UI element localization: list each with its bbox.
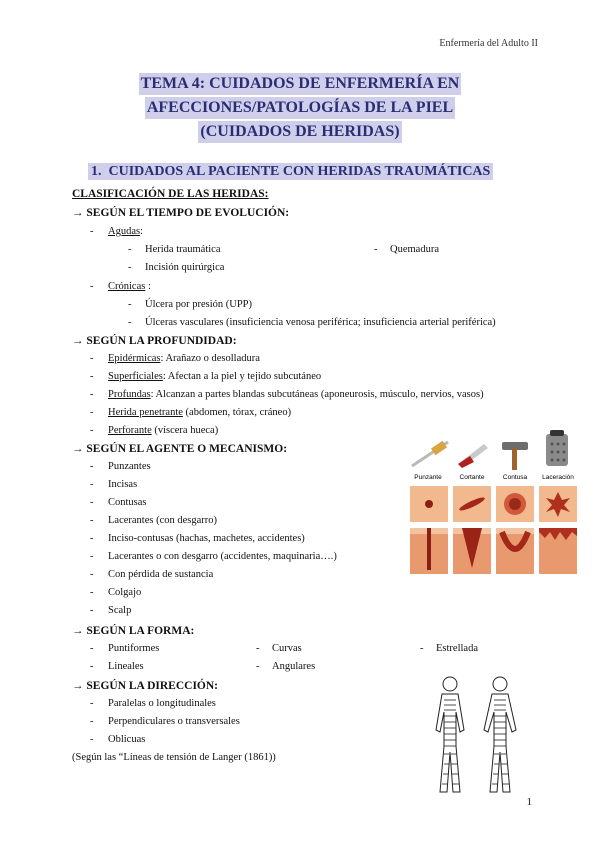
title-line-1: TEMA 4: CUIDADOS DE ENFERMERÍA EN: [139, 73, 462, 95]
agent-item: Incisas: [108, 479, 138, 490]
direction-title: → SEGÚN LA DIRECCIÓN:: [72, 680, 219, 692]
agudas-item: Incisión quirúrgica: [145, 262, 225, 273]
agent-item: Inciso-contusas (hachas, machetes, accidentes): [108, 533, 305, 544]
agent-item: Contusas: [108, 497, 147, 508]
depth-item: Epidérmicas: Arañazo o desolladura: [108, 353, 260, 364]
shape-item: Estrellada: [436, 643, 478, 654]
depth-item: Perforante (víscera hueca): [108, 425, 219, 436]
cronicas-item: Úlceras vasculares (insuficiencia venosa periférica; insuficiencia arterial periférica): [145, 317, 496, 328]
agent-item: Punzantes: [108, 461, 151, 472]
document-title: [0, 72, 600, 144]
agudas-label: Agudas: [108, 226, 141, 237]
agent-item: Colgajo: [108, 587, 142, 598]
section-title: CUIDADOS AL PACIENTE CON HERIDAS TRAUMÁTICAS: [108, 164, 491, 179]
depth-item: Superficiales: Afectan a la piel y tejido subcutáneo: [108, 371, 322, 382]
shape-item: Curvas: [272, 643, 302, 654]
langer-note: (Según las “Líneas de tensión de Langer (1861)): [72, 752, 276, 763]
agent-item: Con pérdida de sustancia: [108, 569, 214, 580]
cronicas-label: Crónicas: [108, 281, 146, 292]
wound-label: Laceración: [542, 474, 574, 481]
depth-title: → SEGÚN LA PROFUNDIDAD:: [72, 335, 237, 347]
cronicas-item: Úlcera por presión (UPP): [145, 299, 253, 310]
shape-item: Lineales: [108, 661, 144, 672]
shape-title: → SEGÚN LA FORMA:: [72, 625, 195, 637]
langer-lines-illustration: [420, 672, 532, 804]
section-number: 1.: [91, 164, 102, 179]
wound-label: Contusa: [502, 474, 528, 481]
page-header: Enfermería del Adulto II: [439, 38, 538, 49]
shape-item: Angulares: [272, 661, 316, 672]
classification-title: CLASIFICACIÓN DE LAS HERIDAS:: [72, 188, 269, 200]
section-heading: [88, 164, 493, 180]
direction-item: Perpendiculares o transversales: [108, 716, 240, 727]
direction-item: Oblicuas: [108, 734, 146, 745]
document-page: Enfermería del Adulto II TEMA 4: CUIDADOS DE ENFERMERÍA EN AFECCIONES/PATOLOGÍAS DE LA PIEL (CUIDADOS DE HERIDAS) 1. CUIDADOS AL PACIENTE CON HERIDAS TRAUMÁTICAS CLASIFICACIÓN DE LAS HERIDAS: → SEGÚN EL TIEMPO DE EVOLUCIÓN: - Agudas : - Herida traumática - Quemadura - Incisión quirúrgica - Crónicas : - Úlcera por presión (UPP) - Úlceras vasculares (insuficiencia venosa periférica; insuficiencia arterial periférica) → SEGÚN LA PROFUNDIDAD: - Epidérmicas: Arañazo o desolladura - Superficiales: Afectan a la piel y tejido subcutáneo - Profundas: Alcanzan a partes blandas subcutáneas (aponeurosis, músculo, nervios, vasos) - Herida penetrante (abdomen, tórax, cráneo) - Perforante (víscera hueca) → SEGÚN EL AGENTE O MECANISMO: - Punzantes - Incisas - Contusas - Lacerantes (con desgarro) - Inciso-contusas (hachas, machetes, accidentes) - Lacerantes o con desgarro (accidentes, maquinaria….) - Con pérdida de sustancia - Colgajo - Scalp Punzante Cortante Contusa Laceración → SEGÚN LA FORMA: - Puntiformes - Curvas - Estrellada - Lineales - Angulares → SEGÚN LA DIRECCIÓN: - Paralelas o longitudinales - Perpendiculares o transversales - Oblicuas (Según las “Líneas de tensión de Langer (1861)) 1: [0, 0, 600, 848]
agudas-item: Herida traumática: [145, 244, 221, 255]
shape-item: Puntiformes: [108, 643, 160, 654]
wound-types-illustration: [408, 428, 588, 578]
page-number: 1: [526, 796, 532, 808]
agent-item: Scalp: [108, 605, 132, 616]
agudas-item: Quemadura: [390, 244, 439, 255]
title-line-3: (CUIDADOS DE HERIDAS): [198, 121, 401, 143]
wound-label: Punzante: [414, 474, 442, 481]
depth-item: Herida penetrante (abdomen, tórax, cráneo): [108, 407, 292, 418]
direction-item: Paralelas o longitudinales: [108, 698, 216, 709]
agent-item: Lacerantes o con desgarro (accidentes, maquinaria….): [108, 551, 337, 562]
depth-item: Profundas: Alcanzan a partes blandas subcutáneas (aponeurosis, músculo, nervios, vasos): [108, 389, 484, 400]
agent-item: Lacerantes (con desgarro): [108, 515, 218, 526]
agent-title: → SEGÚN EL AGENTE O MECANISMO:: [72, 443, 288, 455]
time-title: → SEGÚN EL TIEMPO DE EVOLUCIÓN:: [72, 207, 290, 219]
wound-label: Cortante: [459, 474, 485, 481]
title-line-2: AFECCIONES/PATOLOGÍAS DE LA PIEL: [145, 97, 455, 119]
